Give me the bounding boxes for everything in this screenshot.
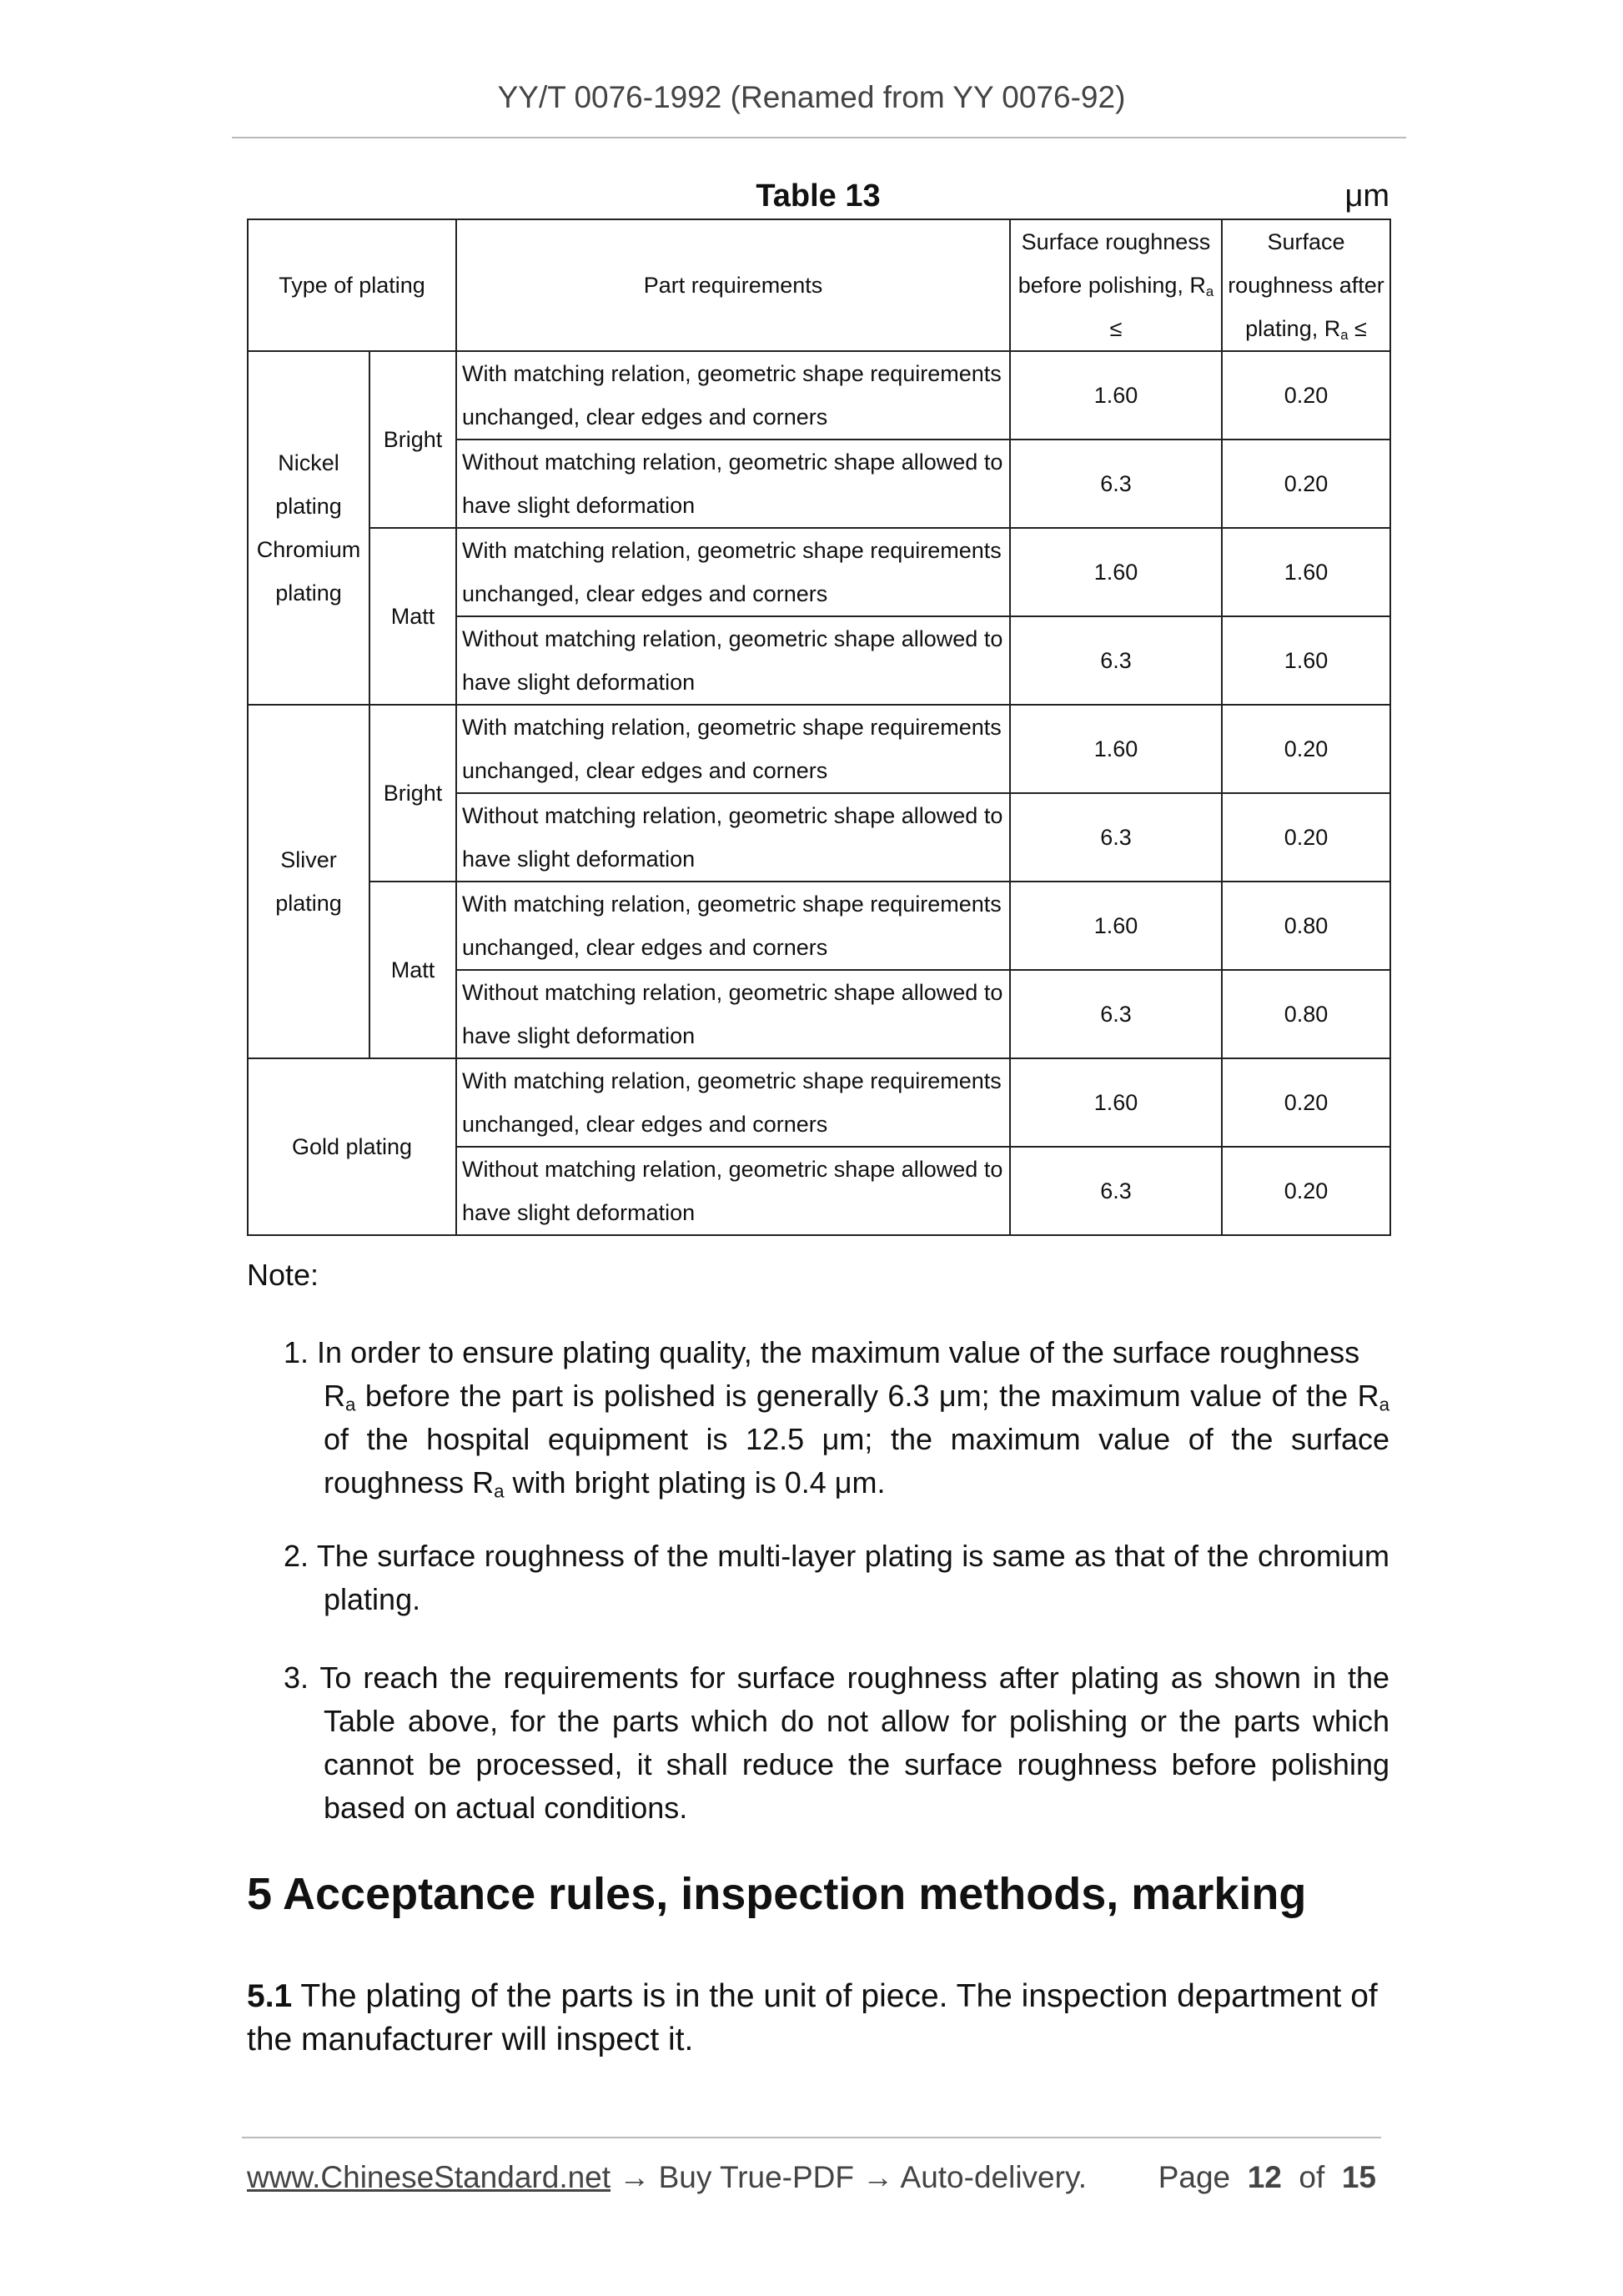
note-item-3 bbox=[284, 1656, 1389, 1830]
group-silver bbox=[248, 705, 369, 1058]
table-row bbox=[248, 1058, 1390, 1147]
req-with bbox=[456, 882, 1010, 970]
value-before: 1.60 bbox=[1010, 528, 1222, 616]
value-before: 6.3 bbox=[1010, 616, 1222, 705]
value-after: 0.20 bbox=[1222, 1058, 1390, 1147]
req-with-line1: With matching relation, geometric shape requirements bbox=[462, 1068, 1002, 1093]
req-without bbox=[456, 793, 1010, 882]
req-without-line2: have slight deformation bbox=[462, 1200, 696, 1225]
req-without-line1: Without matching relation, geometric shape allowed to bbox=[462, 450, 1003, 475]
footer-left bbox=[247, 2160, 1087, 2195]
value-before: 1.60 bbox=[1010, 882, 1222, 970]
req-without bbox=[456, 616, 1010, 705]
footer-tagline: → Buy True-PDF → Auto-delivery. bbox=[611, 2160, 1087, 2194]
req-without-line2: have slight deformation bbox=[462, 1023, 696, 1048]
table-row bbox=[248, 528, 1390, 616]
req-with-line1: With matching relation, geometric shape requirements bbox=[462, 361, 1002, 386]
table-row bbox=[248, 882, 1390, 970]
req-without bbox=[456, 1147, 1010, 1235]
req-with-line2: unchanged, clear edges and corners bbox=[462, 581, 828, 606]
header-rule bbox=[232, 137, 1406, 138]
header-before-line3: ≤ bbox=[1109, 316, 1123, 341]
req-without-line2: have slight deformation bbox=[462, 670, 696, 695]
table-title: Table 13 bbox=[756, 178, 881, 214]
note-1-text-b: before the part is polished is generally 6.3 μm; the maximum value of the R bbox=[355, 1379, 1379, 1413]
value-after: 0.20 bbox=[1222, 705, 1390, 793]
note-item-1 bbox=[284, 1331, 1389, 1505]
finish-bright: Bright bbox=[369, 351, 456, 528]
finish-matt: Matt bbox=[369, 882, 456, 1058]
clause-text: The plating of the parts is in the unit of piece. The inspection department of the manufacturer will inspect it. bbox=[247, 1978, 1378, 2057]
req-without-line1: Without matching relation, geometric shape allowed to bbox=[462, 626, 1003, 651]
req-with-line2: unchanged, clear edges and corners bbox=[462, 1112, 828, 1137]
note-1-text-c: of the hospital equipment is 12.5 μm; the maximum value of the surface roughness R bbox=[324, 1422, 1389, 1500]
req-with-line1: With matching relation, geometric shape requirements bbox=[462, 715, 1002, 740]
req-without-line1: Without matching relation, geometric shape allowed to bbox=[462, 803, 1003, 828]
header-after-line1: Surface bbox=[1267, 229, 1345, 254]
group-gold: Gold plating bbox=[248, 1058, 456, 1235]
header-before-line2 bbox=[1011, 264, 1221, 307]
header-before-text: before polishing, R bbox=[1018, 273, 1206, 298]
req-without bbox=[456, 970, 1010, 1058]
document-header: YY/T 0076-1992 (Renamed from YY 0076-92) bbox=[497, 80, 1126, 114]
value-before: 6.3 bbox=[1010, 793, 1222, 882]
value-after: 0.20 bbox=[1222, 793, 1390, 882]
value-before: 1.60 bbox=[1010, 705, 1222, 793]
note-1-sub-2: a bbox=[1379, 1394, 1389, 1415]
note-1-sub-1: a bbox=[345, 1394, 356, 1415]
roughness-table bbox=[247, 219, 1391, 1236]
group-nickel-chromium bbox=[248, 351, 369, 705]
header-after-text: plating, R bbox=[1245, 316, 1341, 341]
finish-matt: Matt bbox=[369, 528, 456, 705]
value-after: 0.20 bbox=[1222, 440, 1390, 528]
req-with bbox=[456, 351, 1010, 440]
footer-rule bbox=[242, 2137, 1381, 2138]
header-before-line1: Surface roughness bbox=[1021, 229, 1211, 254]
note-1-continuation bbox=[284, 1374, 1389, 1505]
note-1-sub-3: a bbox=[494, 1480, 505, 1502]
table-header-row bbox=[248, 219, 1390, 351]
table-row bbox=[248, 351, 1390, 440]
value-before: 1.60 bbox=[1010, 351, 1222, 440]
value-after: 1.60 bbox=[1222, 528, 1390, 616]
page-total: 15 bbox=[1341, 2160, 1376, 2194]
note-3-number: 3. bbox=[284, 1660, 309, 1695]
value-after: 1.60 bbox=[1222, 616, 1390, 705]
req-with-line1: With matching relation, geometric shape requirements bbox=[462, 892, 1002, 917]
note-3-text: To reach the requirements for surface roughness after plating as shown in the Table above, for the parts which do not allow for polishing or the parts which cannot be processed, it shall reduce the surface roughness before polishing based on actual conditions. bbox=[319, 1660, 1390, 1825]
group-silver-line1: Sliver bbox=[280, 847, 337, 872]
note-2-text: The surface roughness of the multi-layer plating is same as that of the chromium plating. bbox=[316, 1539, 1389, 1616]
req-with-line2: unchanged, clear edges and corners bbox=[462, 404, 828, 430]
value-before: 6.3 bbox=[1010, 970, 1222, 1058]
page-indicator bbox=[1158, 2160, 1376, 2195]
page-number: 12 bbox=[1247, 2160, 1282, 2194]
page-word: Page bbox=[1158, 2160, 1231, 2194]
table-row bbox=[248, 705, 1390, 793]
req-without bbox=[456, 440, 1010, 528]
req-without-line2: have slight deformation bbox=[462, 847, 696, 872]
value-before: 6.3 bbox=[1010, 440, 1222, 528]
header-after-line2: roughness after bbox=[1228, 273, 1384, 298]
table-unit: μm bbox=[1344, 178, 1389, 214]
group-silver-line2: plating bbox=[275, 891, 342, 916]
req-with-line1: With matching relation, geometric shape requirements bbox=[462, 538, 1002, 563]
value-before: 1.60 bbox=[1010, 1058, 1222, 1147]
of-word: of bbox=[1299, 2160, 1325, 2194]
header-after-le: ≤ bbox=[1348, 316, 1367, 341]
section-heading: 5 Acceptance rules, inspection methods, marking bbox=[247, 1869, 1307, 1919]
header-after bbox=[1222, 219, 1390, 351]
note-1-number: 1. bbox=[284, 1335, 309, 1369]
note-1-text-a: In order to ensure plating quality, the maximum value of the surface roughness bbox=[317, 1335, 1360, 1369]
req-without-line2: have slight deformation bbox=[462, 493, 696, 518]
req-without-line1: Without matching relation, geometric shape allowed to bbox=[462, 1157, 1003, 1182]
req-with bbox=[456, 528, 1010, 616]
header-before-sub: a bbox=[1205, 284, 1214, 300]
value-after: 0.20 bbox=[1222, 1147, 1390, 1235]
req-with-line2: unchanged, clear edges and corners bbox=[462, 935, 828, 960]
group-nickel-line2: plating bbox=[275, 494, 342, 519]
req-with-line2: unchanged, clear edges and corners bbox=[462, 758, 828, 783]
group-nickel-line1: Nickel bbox=[278, 450, 339, 475]
group-chromium-line2: plating bbox=[275, 580, 342, 605]
note-1-text-d: with bright plating is 0.4 μm. bbox=[504, 1465, 886, 1500]
group-chromium-line1: Chromium bbox=[256, 537, 361, 562]
note-2-number: 2. bbox=[284, 1539, 309, 1573]
notes-label: Note: bbox=[247, 1258, 319, 1292]
value-before: 6.3 bbox=[1010, 1147, 1222, 1235]
website-link[interactable]: www.ChineseStandard.net bbox=[247, 2160, 611, 2194]
header-before bbox=[1010, 219, 1222, 351]
clause-number: 5.1 bbox=[247, 1978, 293, 2014]
clause-5-1 bbox=[247, 1975, 1389, 2062]
req-without-line1: Without matching relation, geometric shape allowed to bbox=[462, 980, 1003, 1005]
value-after: 0.80 bbox=[1222, 882, 1390, 970]
value-after: 0.20 bbox=[1222, 351, 1390, 440]
note-1-ra-1: R bbox=[324, 1379, 345, 1413]
header-after-line3 bbox=[1223, 307, 1389, 350]
req-with bbox=[456, 1058, 1010, 1147]
table-caption bbox=[247, 178, 1389, 220]
finish-bright: Bright bbox=[369, 705, 456, 882]
header-type: Type of plating bbox=[248, 219, 456, 351]
req-with bbox=[456, 705, 1010, 793]
header-after-sub: a bbox=[1340, 327, 1349, 344]
value-after: 0.80 bbox=[1222, 970, 1390, 1058]
header-part: Part requirements bbox=[456, 219, 1010, 351]
note-item-2 bbox=[284, 1535, 1389, 1621]
